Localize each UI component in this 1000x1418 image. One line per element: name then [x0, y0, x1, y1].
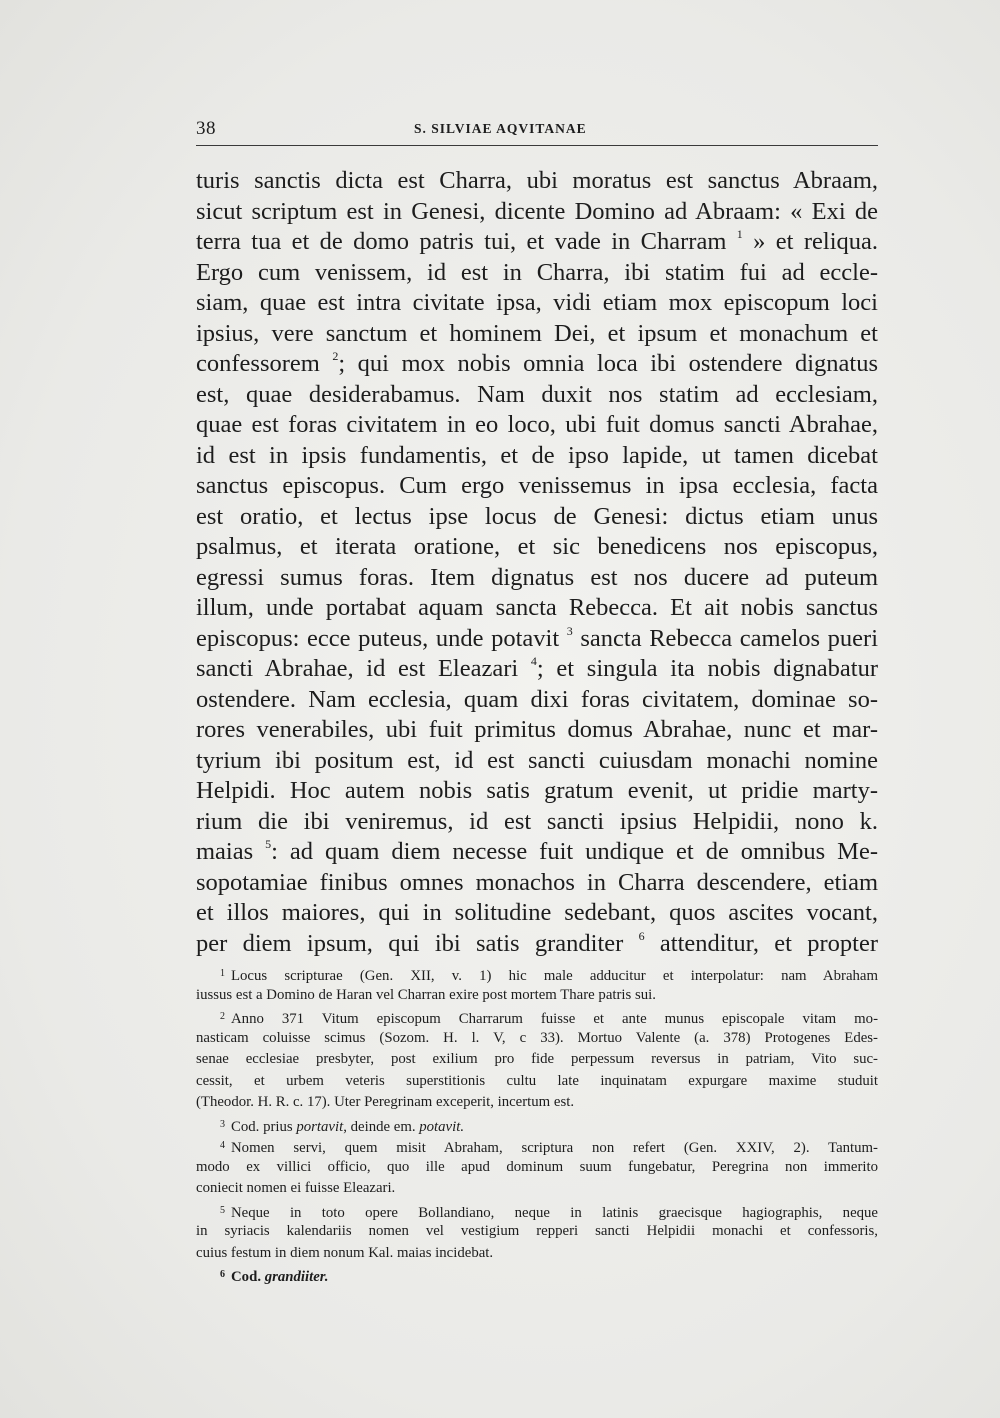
text-line: terra tua et de domo patris tui, et vade in Charram $^1$ » et reliqua.: [196, 227, 879, 255]
text-line: sopotamiae finibus omnes monachos in Charra descendere, etiam: [196, 868, 878, 896]
text-line: sicut scriptum est in Genesi, dicente Domino ad Abraam: « Exi de: [196, 197, 878, 225]
footnote-4-cont: modo ex villici officio, quo ille apud dominum suum fungebatur, Peregrina non immerito: [196, 1158, 878, 1175]
footnote-ref[interactable]: 6: [638, 928, 645, 943]
page-number: 38: [196, 118, 216, 139]
footnote-2-cont: nasticam coluisse scimus (Sozom. H. l. V, c 33). Mortuo Valente (a. 378) Protogenes Edes-: [196, 1029, 878, 1046]
footnote-1: $^1$ Locus scripturae (Gen. XII, v. 1) hic male adducitur et interpolatur: nam Abraham: [220, 968, 878, 984]
footnote-4-cont: coniecit nomen ei fuisse Eleazari.: [196, 1180, 396, 1196]
footnote-5-cont: in syriacis kalendariis nomen vel vestigium repperi sancti Helpidii monachi et confessoris,: [196, 1223, 878, 1239]
text-line: sanctus episcopus. Cum ergo venissemus in ipsa ecclesia, facta: [196, 472, 878, 499]
text-line: sancti Abrahae, id est Eleazari $^4$; et singula ita nobis dignabatur: [196, 654, 879, 682]
text-line: et illos maiores, qui in solitudine sedebant, quos ascites vocant,: [196, 899, 878, 926]
text-line: Helpidi. Hoc autem nobis satis gratum evenit, ut pridie marty-: [196, 777, 878, 804]
main-text: [196, 166, 878, 959]
text-line: rium die ibi veniremus, id est sancti ipsius Helpidii, nono k.: [196, 807, 878, 835]
text-line: episcopus: ecce puteus, unde potavit $^3$ sancta Rebecca camelos pueri: [196, 623, 878, 652]
footnote-4: $^4$ Nomen servi, quem misit Abraham, scriptura non refert (Gen. XXIV, 2). Tantum-: [220, 1140, 878, 1156]
running-title: S. SILVIAE AQVITANAE: [414, 121, 587, 136]
footnotes: [196, 963, 878, 1286]
text-line: ipsius, vere sanctum et hominem Dei, et ipsum et monachum et: [196, 319, 878, 347]
footnote-2-cont: cessit, et urbem veteris superstitionis cultu late inquinatam expurgare maxime studuit: [196, 1072, 878, 1089]
text-line: maias $^5$: ad quam diem necesse fuit undique et de omnibus Me-: [196, 837, 878, 865]
text-line: illum, unde portabat aquam sancta Rebecca. Et ait nobis sanctus: [196, 594, 878, 621]
text-line: est, quae desiderabamus. Nam duxit nos statim ad ecclesiam,: [196, 380, 878, 408]
footnote-ref[interactable]: 4: [530, 654, 537, 668]
text-line: psalmus, et iterata oratione, et sic benedicens nos episcopus,: [196, 533, 878, 560]
text-line: egressi sumus foras. Item dignatus est nos ducere ad puteum: [196, 563, 878, 591]
text-line: ostendere. Nam ecclesia, quam dixi foras civitatem, dominae so-: [196, 685, 878, 713]
footnote-5: $^5$ Neque in toto opere Bollandiano, neque in latinis graecisque hagiographis, neque: [220, 1204, 878, 1221]
header-rule: [196, 145, 878, 146]
text-line: tyrium ibi positum est, id est sancti cuiusdam monachi nomine: [196, 746, 878, 774]
footnote-ref[interactable]: 2: [332, 349, 339, 363]
footnote-ref[interactable]: 5: [265, 837, 272, 851]
footnote-ref[interactable]: 3: [566, 623, 573, 638]
text-line: Ergo cum venissem, id est in Charra, ibi statim fui ad eccle-: [196, 258, 878, 286]
text-line: turis sanctis dicta est Charra, ubi moratus est sanctus Abraam,: [196, 167, 878, 194]
footnote-3: $^3$ Cod. prius portavit, deinde em. potavit.: [220, 1118, 465, 1135]
footnote-1-cont: iussus est a Domino de Haran vel Charran exire post mortem Thare patris sui.: [196, 986, 656, 1003]
footnote-5-cont: cuius festum in diem nonum Kal. maias incidebat.: [196, 1244, 494, 1261]
text-line: id est in ipsis fundamentis, et de ipso lapide, ut tamen dicebat: [196, 441, 878, 469]
text-line: rores venerabiles, ubi fuit primitus domus Abrahae, nunc et mar-: [196, 716, 878, 743]
text-line: per diem ipsum, qui ibi satis granditer $^6$ attenditur, et propter: [196, 928, 879, 957]
text-line: est oratio, et lectus ipse locus de Genesi: dictus etiam unus: [196, 502, 878, 530]
text-line: quae est foras civitatem in eo loco, ubi fuit domus sancti Abrahae,: [196, 411, 878, 438]
footnote-2-cont: senae ecclesiae presbyter, post exilium pro fide perpessum reversus in patriam, Vito suc-: [196, 1051, 878, 1067]
text-line: siam, quae est intra civitate ipsa, vidi etiam mox episcopum loci: [196, 289, 878, 316]
footnote-ref[interactable]: 1: [736, 227, 743, 241]
text-line: confessorem $^2$; qui mox nobis omnia loca ibi ostendere dignatus: [196, 349, 878, 377]
footnote-6: $^6$ Cod. grandiiter.: [220, 1269, 329, 1285]
footnote-2: $^2$ Anno 371 Vitum episcopum Charrarum fuisse et ante munus episcopale vitam mo-: [220, 1011, 878, 1027]
running-head: [196, 118, 878, 144]
footnote-2-cont: (Theodor. H. R. c. 17). Uter Peregrinam exceperit, incertum est.: [196, 1094, 575, 1110]
